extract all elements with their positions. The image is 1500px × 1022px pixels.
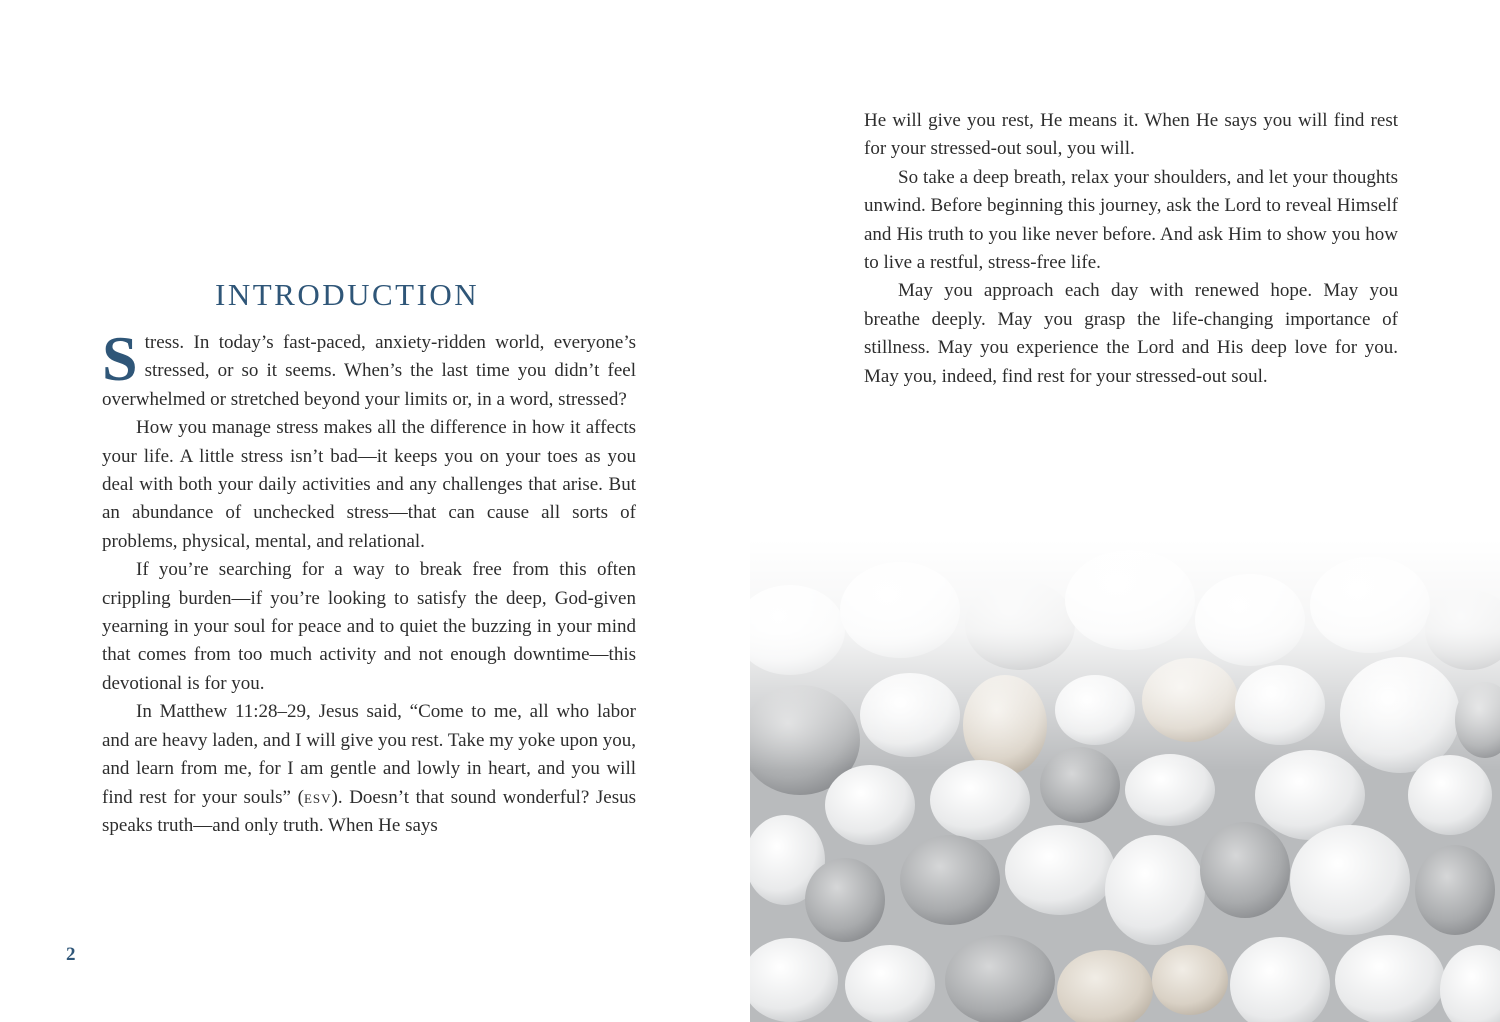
drop-cap: S: [102, 323, 138, 394]
esv-abbreviation: esv: [303, 786, 332, 808]
matthew-paragraph: In Matthew 11:28–29, Jesus said, “Come to me, all who labor and are heavy laden, and I will give you rest. Take my yoke upon you, and learn from me, for I am gentle and lowly in heart, and you will find rest for your souls” (esv). Doesn’t that sound wonderful? Jesus speaks truth—and only truth. When He says: [102, 701, 636, 836]
pebbles-photo: [750, 540, 1500, 1022]
right-body-text: [864, 107, 1398, 391]
page-number: 2: [66, 944, 76, 965]
paragraph: If you’re searching for a way to break free from this often crippling burden—if you’re looking to satisfy the deep, God-given yearning in your soul for peace and to quiet the buzzing in your mind that comes from too much activity and not enough downtime—this devotional is for you.: [102, 559, 636, 694]
left-body-text: [102, 323, 636, 840]
continued-paragraph: He will give you rest, He means it. When He says you will find rest for your stressed-out soul, you will.: [864, 110, 1398, 160]
chapter-title: INTRODUCTION: [215, 276, 480, 312]
opening-paragraph: Stress. In today’s fast-paced, anxiety-ridden world, everyone’s stressed, or so it seems. When’s the last time you didn’t feel overwhelmed or stretched beyond your limits or, in a word, stressed?: [102, 323, 636, 410]
right-page: [750, 0, 1500, 1022]
paragraph: May you approach each day with renewed hope. May you breathe deeply. May you grasp the life-changing importance of stillness. May you experience the Lord and His deep love for you. May you, indeed, find rest for your stressed-out soul.: [864, 280, 1398, 387]
paragraph: How you manage stress makes all the difference in how it affects your life. A little stress isn’t bad—it keeps you on your toes as you deal with both your daily activities and any challenges that arise. But an abundance of unchecked stress—that can cause all sorts of problems, physical, mental, and relational.: [102, 417, 636, 552]
image-fade-overlay: [750, 540, 1500, 770]
paragraph: So take a deep breath, relax your shoulders, and let your thoughts unwind. Before beginning this journey, ask the Lord to reveal Himself and His truth to you like never before. And ask Him to show you how to live a restful, stress-free life.: [864, 166, 1398, 274]
